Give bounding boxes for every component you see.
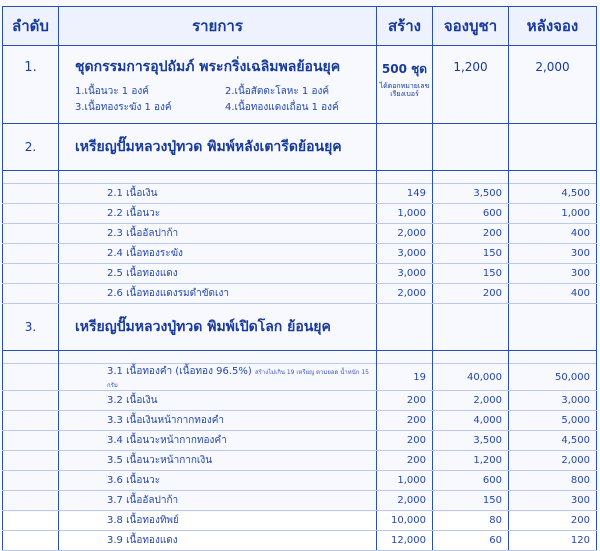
item-created: 2,000 [377,491,433,511]
empty-cell [3,451,59,471]
table-row [3,264,597,284]
table-row [3,284,597,304]
item-label: 2.1 เนื้อเงิน [107,188,158,199]
item-created: 200 [377,411,433,431]
empty-cell [3,531,59,551]
item-label-cell [59,491,377,511]
section-1-title: ชุดกรรมการอุปถัมภ์ พระกริ่งเฉลิมพลย้อนยุค [75,59,341,75]
item-created: 3,000 [377,244,433,264]
section-3-no: 3. [3,304,59,351]
item-label-cell [59,451,377,471]
item-label: 3.4 เนื้อนวะหน้ากากทองคำ [107,435,227,446]
item-reserve: 600 [433,471,509,491]
item-label-cell [59,364,377,391]
item-label-cell [59,431,377,451]
item-label: 3.2 เนื้อเงิน [107,395,158,406]
empty-cell [3,184,59,204]
section-1-after: 2,000 [509,46,597,124]
item-label-cell [59,411,377,431]
item-reserve: 600 [433,204,509,224]
empty-cell [3,264,59,284]
empty-cell [433,304,509,351]
empty-cell [3,224,59,244]
item-note: สร้างไม่เกิน 19 เหรียญ ตามยอด น้ำหนัก 15 กรัม [107,369,369,389]
header-reserve: จองบูชา [433,7,509,46]
item-label-cell [59,184,377,204]
item-after: 400 [509,224,597,244]
table-row [3,364,597,391]
section-2-items [3,184,597,304]
item-after: 300 [509,491,597,511]
empty-cell [3,284,59,304]
item-reserve: 2,000 [433,391,509,411]
item-label: 3.8 เนื้อทองทิพย์ [107,515,179,526]
table-row [3,244,597,264]
section-3-items [3,364,597,551]
item-reserve: 200 [433,224,509,244]
item-after: 4,500 [509,184,597,204]
empty-cell [433,124,509,171]
item-label-cell [59,471,377,491]
item-created: 200 [377,431,433,451]
item-label: 3.9 เนื้อทองแดง [107,535,178,546]
table-row [3,451,597,471]
table-row [3,204,597,224]
section-1-no: 1. [3,46,59,124]
header-row [3,7,597,46]
empty-cell [509,124,597,171]
item-after: 50,000 [509,364,597,391]
table-row [3,471,597,491]
item-created: 1,000 [377,204,433,224]
item-label: 2.6 เนื้อทองแดงรมดำขัดเงา [107,288,229,299]
empty-cell [509,304,597,351]
empty-cell [3,244,59,264]
item-after: 2,000 [509,451,597,471]
item-label: 2.5 เนื้อทองแดง [107,268,178,279]
item-after: 400 [509,284,597,304]
section-1-created [377,46,433,124]
section-2-row [3,124,597,171]
item-reserve: 3,500 [433,431,509,451]
item-label-cell [59,244,377,264]
table-row [3,431,597,451]
section-2-title: เหรียญปั๊มหลวงปู่ทวด พิมพ์หลังเตารีดย้อนยุค [59,124,377,171]
empty-cell [377,304,433,351]
item-created: 12,000 [377,531,433,551]
item-created: 1,000 [377,471,433,491]
empty-cell [3,431,59,451]
table-row [3,184,597,204]
item-after: 4,500 [509,431,597,451]
item-label: 3.7 เนื้ออัลปาก้า [107,495,179,506]
item-label-cell [59,264,377,284]
detail-3: 3.เนื้อทองระฆัง 1 องค์ [75,102,172,113]
header-after: หลังจอง [509,7,597,46]
empty-cell [3,411,59,431]
empty-cell [3,204,59,224]
item-reserve: 60 [433,531,509,551]
item-created: 3,000 [377,264,433,284]
item-after: 5,000 [509,411,597,431]
table-row [3,531,597,551]
item-created: 149 [377,184,433,204]
empty-cell [3,511,59,531]
section-1-details [59,84,376,116]
item-reserve: 4,000 [433,411,509,431]
table-row [3,411,597,431]
item-after: 300 [509,264,597,284]
item-label-cell [59,511,377,531]
item-after: 800 [509,471,597,491]
empty-cell [3,491,59,511]
table-row [3,391,597,411]
spacer-row [3,171,597,184]
table-row [3,491,597,511]
detail-4: 4.เนื้อทองแดงเถื่อน 1 องค์ [225,102,339,113]
header-no: ลำดับ [3,7,59,46]
header-item: รายการ [59,7,377,46]
section-2-no: 2. [3,124,59,171]
section-3-title: เหรียญปั๊มหลวงปู่ทวด พิมพ์เปิดโลก ย้อนยุค [59,304,377,351]
item-label: 3.6 เนื้อนวะ [107,475,161,486]
item-label-cell [59,391,377,411]
section-1-created-note: ได้ตอกหมายเลข เรียงเบอร์ [379,82,430,98]
item-label: 3.5 เนื้อนวะหน้ากากเงิน [107,455,213,466]
item-label: 2.4 เนื้อทองระฆัง [107,248,183,259]
item-label: 3.3 เนื้อเงินหน้ากากทองคำ [107,415,225,426]
item-created: 2,000 [377,224,433,244]
table-row [3,511,597,531]
item-after: 1,000 [509,204,597,224]
header-created: สร้าง [377,7,433,46]
item-label-cell [59,224,377,244]
table-row [3,224,597,244]
item-after: 300 [509,244,597,264]
item-reserve: 1,200 [433,451,509,471]
item-reserve: 150 [433,264,509,284]
item-created: 10,000 [377,511,433,531]
item-after: 120 [509,531,597,551]
section-1-created-value: 500 ชุด [381,62,428,76]
item-reserve: 3,500 [433,184,509,204]
item-label-cell [59,204,377,224]
item-label: 2.2 เนื้อนวะ [107,208,161,219]
empty-cell [3,364,59,391]
item-created: 19 [377,364,433,391]
item-created: 200 [377,451,433,471]
item-label: 2.3 เนื้ออัลปาก้า [107,228,179,239]
empty-cell [3,471,59,491]
detail-1: 1.เนื้อนวะ 1 องค์ [75,86,149,97]
item-created: 2,000 [377,284,433,304]
item-label-cell [59,531,377,551]
item-label-cell [59,284,377,304]
section-1-reserve: 1,200 [433,46,509,124]
item-reserve: 200 [433,284,509,304]
empty-cell [3,391,59,411]
empty-cell [377,124,433,171]
item-after: 3,000 [509,391,597,411]
item-created: 200 [377,391,433,411]
item-reserve: 40,000 [433,364,509,391]
item-reserve: 150 [433,244,509,264]
section-3-row [3,304,597,351]
section-1-content [59,46,377,124]
item-label: 3.1 เนื้อทองคำ (เนื้อทอง 96.5%) [107,366,252,377]
item-after: 200 [509,511,597,531]
section-1-row [3,46,597,124]
spacer-row [3,351,597,364]
detail-2: 2.เนื้อสัตตะโลหะ 1 องค์ [225,86,330,97]
item-reserve: 150 [433,491,509,511]
item-reserve: 80 [433,511,509,531]
price-table [2,6,597,551]
